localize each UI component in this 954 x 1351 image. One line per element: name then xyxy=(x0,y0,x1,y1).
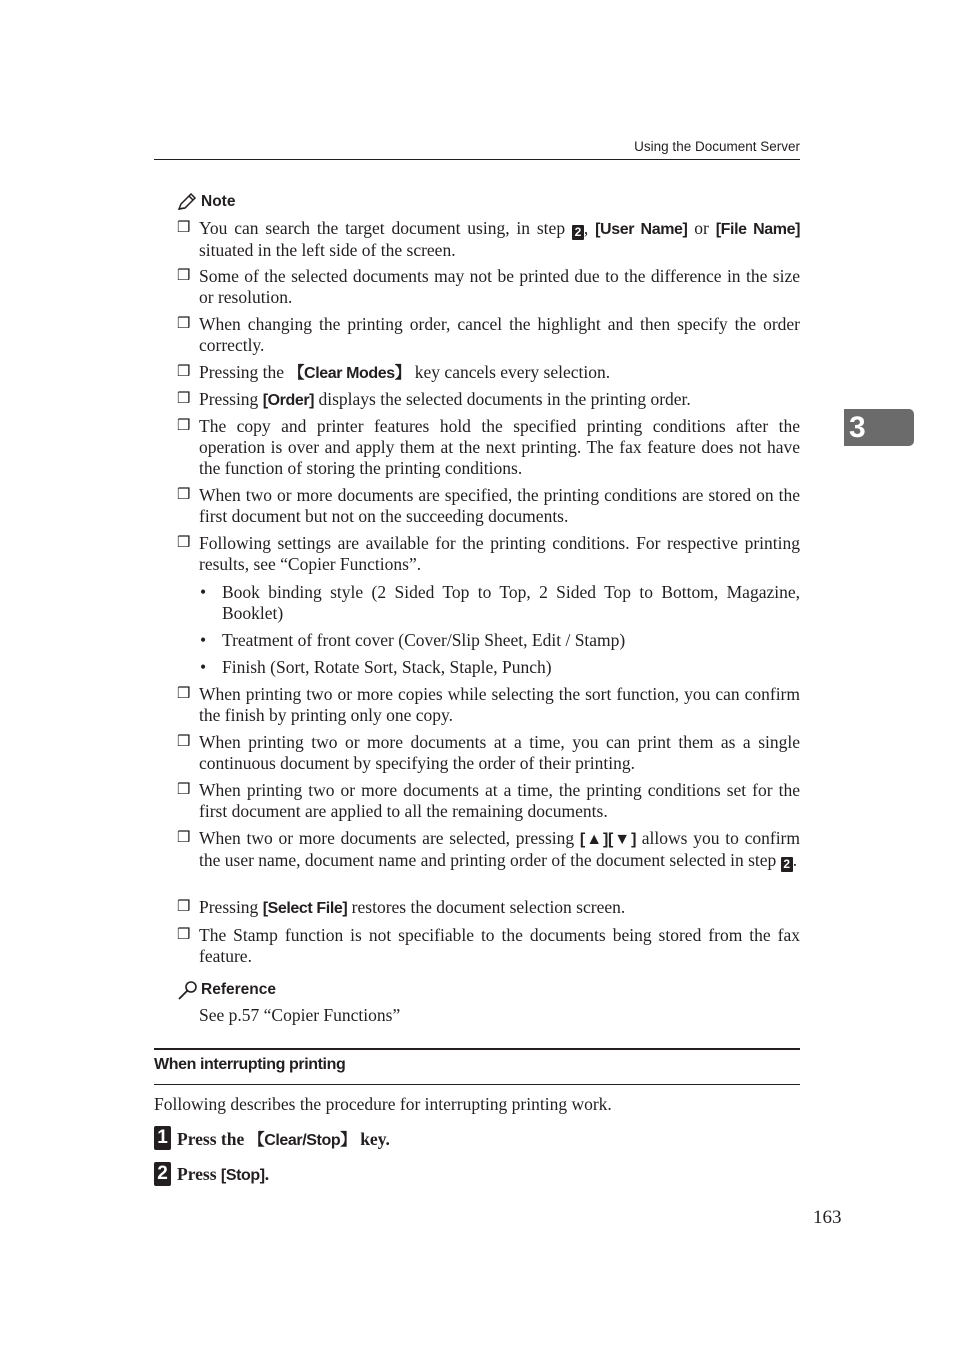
key-label: [▲][▼] xyxy=(579,831,637,848)
magnifier-icon xyxy=(177,980,199,1000)
note-item-text xyxy=(199,732,800,774)
chapter-number: 3 xyxy=(849,411,866,444)
chapter-tab xyxy=(844,409,914,446)
step-number-icon: 1 xyxy=(154,1126,171,1150)
note-item-text xyxy=(199,780,800,822)
note-item xyxy=(177,897,800,919)
note-item-text xyxy=(199,314,800,356)
key-label: [Stop] xyxy=(220,1166,265,1184)
text-run: When printing two or more documents at a time, you can print them as a single continuous document by specifying the order of their printing. xyxy=(199,732,800,773)
key-label: [User Name] xyxy=(595,221,688,238)
text-run: When printing two or more documents at a time, the printing conditions set for the first document are applied to all the remaining documents. xyxy=(199,780,800,821)
text-run: displays the selected documents in the printing order. xyxy=(314,389,691,409)
text-run: Pressing the xyxy=(199,362,289,382)
note-item xyxy=(177,416,800,479)
note-item xyxy=(177,218,800,261)
reference-heading-label: Reference xyxy=(201,981,276,998)
text-run: . xyxy=(792,850,798,870)
note-item xyxy=(177,485,800,527)
note-item-text xyxy=(199,897,800,919)
text-run: Pressing xyxy=(199,389,263,409)
text-run: or xyxy=(687,218,716,238)
header-rule xyxy=(154,159,800,160)
note-item-text xyxy=(199,416,800,479)
bullet-text: Finish (Sort, Rotate Sort, Stack, Staple, Punch) xyxy=(222,657,552,677)
note-item-text xyxy=(199,684,800,726)
text-run: You can search the target document using, in step xyxy=(199,218,572,238)
bullet-dot-icon: • xyxy=(200,657,207,677)
text-run: allows you to confirm the user name, document name and printing order of the document selected in step xyxy=(199,828,800,870)
note-item-text xyxy=(199,266,800,308)
text-run: The Stamp function is not specifiable to the documents being stored from the fax feature. xyxy=(199,925,800,966)
running-header: Using the Document Server xyxy=(634,139,800,154)
note-item-text xyxy=(199,218,800,261)
section-rule-bottom xyxy=(154,1084,800,1085)
note-item-text xyxy=(199,828,800,872)
note-item-text xyxy=(199,362,800,384)
step-number-icon: 2 xyxy=(154,1162,171,1186)
bullet-dot-icon: • xyxy=(200,582,207,602)
checkbox-bullet-icon: ❒ xyxy=(177,220,191,236)
section-rule-top xyxy=(154,1048,800,1050)
checkbox-bullet-icon: ❒ xyxy=(177,830,191,846)
note-item-text xyxy=(199,925,800,967)
note-item xyxy=(177,266,800,308)
step-text xyxy=(177,1127,390,1150)
checkbox-bullet-icon: ❒ xyxy=(177,418,191,434)
checkbox-bullet-icon: ❒ xyxy=(177,487,191,503)
text-run: Press xyxy=(177,1163,221,1184)
page-number: 163 xyxy=(813,1207,842,1228)
section-intro: Following describes the procedure for interrupting printing work. xyxy=(154,1094,612,1114)
text-run: The copy and printer features hold the specified printing conditions after the operation is over and apply them at the next printing. The fax feature does not have the function of storing the printing conditions. xyxy=(199,416,800,478)
text-run: When changing the printing order, cancel the highlight and then specify the order correctly. xyxy=(199,314,800,355)
note-item xyxy=(177,533,800,575)
note-item xyxy=(177,925,800,967)
checkbox-bullet-icon: ❒ xyxy=(177,782,191,798)
bullet-item xyxy=(200,630,800,651)
text-run: Press the xyxy=(177,1128,249,1149)
note-item-text xyxy=(199,485,800,527)
text-run: key cancels every selection. xyxy=(410,362,611,382)
note-item xyxy=(177,828,800,872)
note-item xyxy=(177,362,800,384)
text-run: When printing two or more copies while selecting the sort function, you can confirm the finish by printing only one copy. xyxy=(199,684,800,725)
pencil-icon xyxy=(177,193,199,211)
text-run: . xyxy=(264,1163,270,1184)
checkbox-bullet-icon: ❒ xyxy=(177,364,191,380)
procedure-step xyxy=(154,1162,269,1186)
checkbox-bullet-icon: ❒ xyxy=(177,899,191,915)
text-run: Some of the selected documents may not be printed due to the difference in the size or resolution. xyxy=(199,266,800,307)
text-run: When two or more documents are selected, pressing xyxy=(199,828,580,848)
checkbox-bullet-icon: ❒ xyxy=(177,927,191,943)
bullet-text: Book binding style (2 Sided Top to Top, 2 Sided Top to Bottom, Magazine, Booklet) xyxy=(222,582,800,623)
step-number-icon: 2 xyxy=(572,225,584,240)
procedure-step xyxy=(154,1126,390,1150)
text-run: When two or more documents are specified, the printing conditions are stored on the first document but not on the succeeding documents. xyxy=(199,485,800,526)
text-run: situated in the left side of the screen. xyxy=(199,240,456,260)
text-run: Following settings are available for the printing conditions. For respective printing results, see “Copier Functions”. xyxy=(199,533,800,574)
bullet-item xyxy=(200,582,800,624)
bullet-item xyxy=(200,657,800,678)
section-heading: When interrupting printing xyxy=(154,1056,346,1073)
text-run: restores the document selection screen. xyxy=(347,897,626,917)
note-heading xyxy=(177,193,235,211)
checkbox-bullet-icon: ❒ xyxy=(177,268,191,284)
note-item xyxy=(177,684,800,726)
checkbox-bullet-icon: ❒ xyxy=(177,734,191,750)
text-run: , xyxy=(583,218,596,238)
reference-text: See p.57 “Copier Functions” xyxy=(199,1005,401,1025)
key-label: 【Clear/Stop】 xyxy=(248,1131,356,1149)
text-run: key. xyxy=(355,1128,390,1149)
checkbox-bullet-icon: ❒ xyxy=(177,391,191,407)
bullet-text: Treatment of front cover (Cover/Slip Sheet, Edit / Stamp) xyxy=(222,630,626,650)
note-item xyxy=(177,389,800,411)
text-run: Pressing xyxy=(199,897,263,917)
key-label: [Select File] xyxy=(262,900,348,917)
checkbox-bullet-icon: ❒ xyxy=(177,316,191,332)
key-label: 【Clear Modes】 xyxy=(288,365,411,382)
key-label: [File Name] xyxy=(715,221,801,238)
note-item xyxy=(177,314,800,356)
key-label: [Order] xyxy=(262,392,315,409)
note-item xyxy=(177,732,800,774)
reference-heading xyxy=(177,980,276,1000)
step-number-icon: 2 xyxy=(781,857,793,872)
bullet-dot-icon: • xyxy=(200,630,207,650)
note-item-text xyxy=(199,533,800,575)
note-heading-label: Note xyxy=(201,193,236,210)
checkbox-bullet-icon: ❒ xyxy=(177,686,191,702)
checkbox-bullet-icon: ❒ xyxy=(177,535,191,551)
step-text xyxy=(177,1164,269,1185)
note-item-text xyxy=(199,389,800,411)
note-item xyxy=(177,780,800,822)
